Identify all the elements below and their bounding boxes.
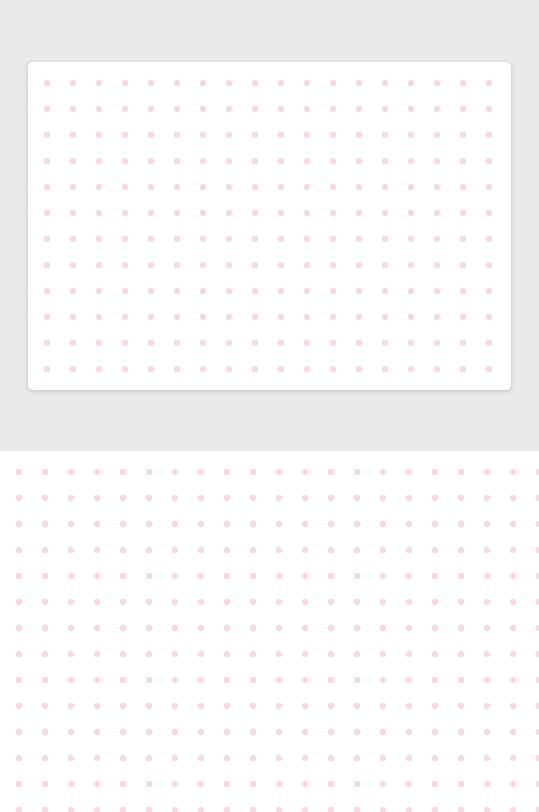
invitation-card-detail xyxy=(0,451,539,812)
invitation-card-preview xyxy=(28,62,511,390)
